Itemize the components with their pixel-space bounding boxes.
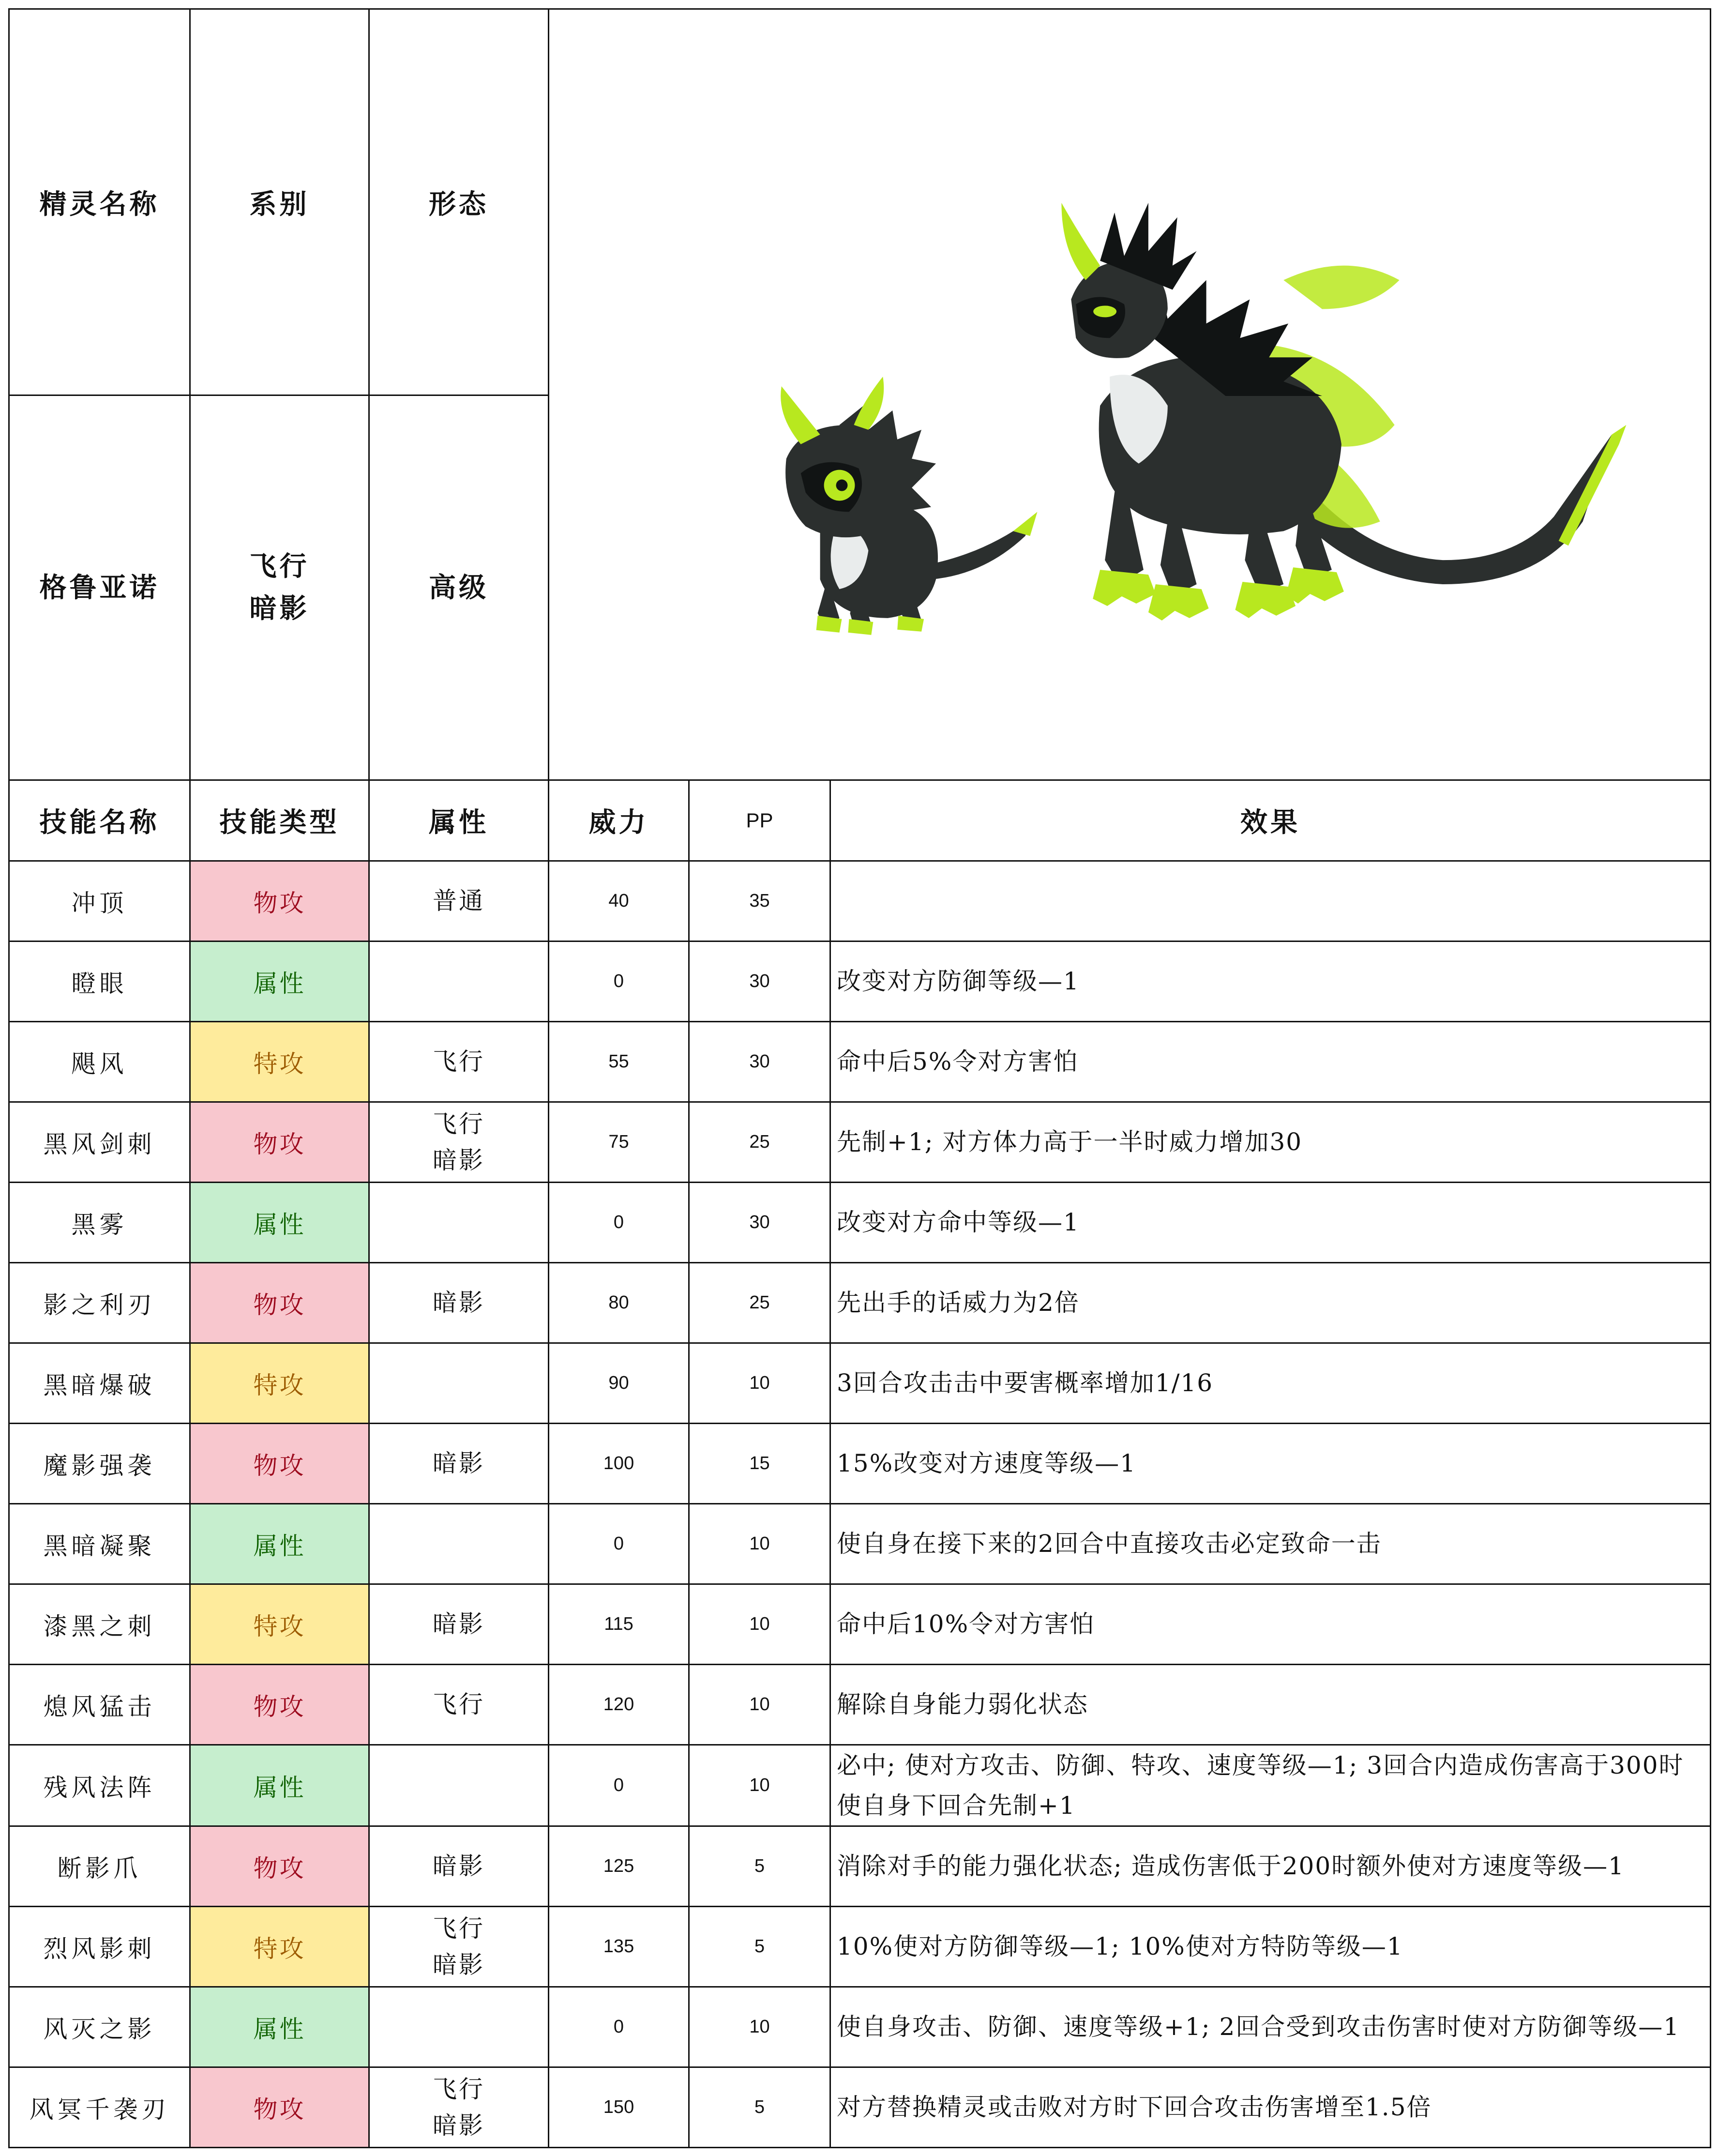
skill-power: 100 (549, 1424, 689, 1504)
skill-type-badge: 特攻 (190, 1907, 369, 1987)
skill-row (9, 1102, 1711, 1183)
skill-effect: 先制+1; 对方体力高于一半时威力增加30 (830, 1102, 1711, 1183)
attribute-line: 普通 (433, 887, 485, 915)
skill-pp: 30 (689, 941, 830, 1022)
attribute-line: 飞行 (433, 2075, 485, 2103)
skill-pp: 10 (689, 1343, 830, 1424)
header-name: 精灵名称 (9, 9, 190, 395)
big-creature-figure (1061, 203, 1626, 621)
skill-power: 135 (549, 1907, 689, 1987)
skill-effect: 先出手的话威力为2倍 (830, 1263, 1711, 1343)
skill-row (9, 1343, 1711, 1424)
skill-row (9, 1745, 1711, 1826)
skill-name: 黑暗凝聚 (9, 1504, 190, 1584)
skill-row (9, 2067, 1711, 2148)
skill-name: 黑雾 (9, 1183, 190, 1263)
skill-attribute (369, 1022, 549, 1102)
skill-row (9, 1183, 1711, 1263)
skill-name: 风灭之影 (9, 1987, 190, 2067)
skill-pp: 30 (689, 1183, 830, 1263)
header-form: 形态 (369, 9, 549, 395)
skill-attribute (369, 1987, 549, 2067)
skill-name: 影之利刃 (9, 1263, 190, 1343)
skill-pp: 5 (689, 1826, 830, 1907)
skill-name: 断影爪 (9, 1826, 190, 1907)
attribute-line: 暗影 (433, 1950, 485, 1979)
skills-header-row (9, 780, 1711, 861)
skill-pp: 10 (689, 1584, 830, 1665)
skill-effect: 解除自身能力弱化状态 (830, 1665, 1711, 1745)
skill-attribute (369, 1263, 549, 1343)
attribute-line: 暗影 (433, 1449, 485, 1477)
skill-power: 0 (549, 1987, 689, 2067)
skill-row (9, 1987, 1711, 2067)
creature-name: 格鲁亚诺 (9, 395, 190, 780)
skill-attribute (369, 1826, 549, 1907)
skill-pp: 10 (689, 1745, 830, 1826)
creature-portrait (549, 9, 1711, 780)
element-line: 暗影 (249, 592, 310, 624)
header-skill-name: 技能名称 (9, 780, 190, 861)
skill-power: 55 (549, 1022, 689, 1102)
skill-row (9, 1826, 1711, 1907)
skill-type-badge: 特攻 (190, 1584, 369, 1665)
header-power: 威力 (549, 780, 689, 861)
skill-pp: 15 (689, 1424, 830, 1504)
skill-effect: 必中; 使对方攻击、防御、特攻、速度等级—1; 3回合内造成伤害高于300时使自身下回合先制+1 (830, 1745, 1711, 1826)
skill-effect: 10%使对方防御等级—1; 10%使对方特防等级—1 (830, 1907, 1711, 1987)
skill-name: 黑风剑刺 (9, 1102, 190, 1183)
attribute-line: 飞行 (433, 1914, 485, 1943)
skill-pp: 10 (689, 1665, 830, 1745)
skill-row (9, 1424, 1711, 1504)
skill-type-badge: 属性 (190, 1183, 369, 1263)
skill-power: 0 (549, 1183, 689, 1263)
skill-effect: 15%改变对方速度等级—1 (830, 1424, 1711, 1504)
skill-pp: 5 (689, 2067, 830, 2148)
skill-attribute (369, 861, 549, 941)
skill-power: 120 (549, 1665, 689, 1745)
skill-sheet (8, 8, 1711, 2148)
skill-power: 0 (549, 941, 689, 1022)
skill-pp: 10 (689, 1504, 830, 1584)
skill-name: 风冥千袭刃 (9, 2067, 190, 2148)
skill-name: 黑暗爆破 (9, 1343, 190, 1424)
skill-row (9, 1907, 1711, 1987)
header-attribute: 属性 (369, 780, 549, 861)
skill-type-badge: 物攻 (190, 2067, 369, 2148)
attribute-line: 暗影 (433, 1852, 485, 1880)
skill-name: 漆黑之刺 (9, 1584, 190, 1665)
skill-type-badge: 属性 (190, 1987, 369, 2067)
skill-effect: 使自身在接下来的2回合中直接攻击必定致命一击 (830, 1504, 1711, 1584)
skill-row (9, 941, 1711, 1022)
creature-element (190, 395, 369, 780)
skill-effect: 改变对方防御等级—1 (830, 941, 1711, 1022)
attribute-line: 暗影 (433, 2111, 485, 2140)
skill-effect: 命中后10%令对方害怕 (830, 1584, 1711, 1665)
skill-pp: 30 (689, 1022, 830, 1102)
header-effect: 效果 (830, 780, 1711, 861)
skill-row (9, 861, 1711, 941)
skill-attribute (369, 1343, 549, 1424)
header-element: 系别 (190, 9, 369, 395)
skill-power: 115 (549, 1584, 689, 1665)
skill-type-badge: 物攻 (190, 1102, 369, 1183)
skill-attribute (369, 2067, 549, 2148)
skill-effect: 3回合攻击击中要害概率增加1/16 (830, 1343, 1711, 1424)
skill-effect: 对方替换精灵或击败对方时下回合攻击伤害增至1.5倍 (830, 2067, 1711, 2148)
skill-pp: 5 (689, 1907, 830, 1987)
skill-name: 烈风影刺 (9, 1907, 190, 1987)
skill-type-badge: 属性 (190, 1504, 369, 1584)
skill-power: 150 (549, 2067, 689, 2148)
skill-name: 熄风猛击 (9, 1665, 190, 1745)
skill-name: 冲顶 (9, 861, 190, 941)
skill-attribute (369, 1745, 549, 1826)
skill-type-badge: 属性 (190, 941, 369, 1022)
skill-type-badge: 物攻 (190, 1263, 369, 1343)
skill-power: 0 (549, 1504, 689, 1584)
skill-attribute (369, 941, 549, 1022)
skill-power: 80 (549, 1263, 689, 1343)
skill-type-badge: 物攻 (190, 1826, 369, 1907)
skill-pp: 25 (689, 1102, 830, 1183)
skill-row (9, 1584, 1711, 1665)
skill-effect: 使自身攻击、防御、速度等级+1; 2回合受到攻击伤害时使对方防御等级—1 (830, 1987, 1711, 2067)
small-creature-figure (781, 377, 1037, 635)
header-pp: PP (689, 780, 830, 861)
skill-effect: 消除对手的能力强化状态; 造成伤害低于200时额外使对方速度等级—1 (830, 1826, 1711, 1907)
info-header-row (9, 9, 1711, 395)
creature-portrait-art (549, 10, 1710, 779)
skill-attribute (369, 1584, 549, 1665)
skill-power: 40 (549, 861, 689, 941)
skill-row (9, 1504, 1711, 1584)
skill-power: 125 (549, 1826, 689, 1907)
skill-attribute (369, 1102, 549, 1183)
element-line: 飞行 (249, 550, 310, 583)
skill-power: 75 (549, 1102, 689, 1183)
skill-power: 0 (549, 1745, 689, 1826)
skill-row (9, 1665, 1711, 1745)
skill-name: 残风法阵 (9, 1745, 190, 1826)
attribute-line: 飞行 (433, 1109, 485, 1138)
skill-attribute (369, 1183, 549, 1263)
skill-pp: 25 (689, 1263, 830, 1343)
attribute-line: 飞行 (433, 1048, 485, 1076)
skill-pp: 35 (689, 861, 830, 941)
skill-attribute (369, 1504, 549, 1584)
skill-type-badge: 特攻 (190, 1022, 369, 1102)
creature-form: 高级 (369, 395, 549, 780)
skill-effect: 命中后5%令对方害怕 (830, 1022, 1711, 1102)
skill-effect: 改变对方命中等级—1 (830, 1183, 1711, 1263)
attribute-line: 飞行 (433, 1690, 485, 1718)
skill-row (9, 1022, 1711, 1102)
skill-attribute (369, 1424, 549, 1504)
skill-attribute (369, 1907, 549, 1987)
attribute-line: 暗影 (433, 1289, 485, 1317)
skill-type-badge: 物攻 (190, 1424, 369, 1504)
skill-type-badge: 物攻 (190, 861, 369, 941)
skill-name: 飓风 (9, 1022, 190, 1102)
skill-effect (830, 861, 1711, 941)
skill-attribute (369, 1665, 549, 1745)
skill-type-badge: 物攻 (190, 1665, 369, 1745)
skill-name: 魔影强袭 (9, 1424, 190, 1504)
skill-type-badge: 属性 (190, 1745, 369, 1826)
attribute-line: 暗影 (433, 1146, 485, 1174)
skill-pp: 10 (689, 1987, 830, 2067)
attribute-line: 暗影 (433, 1610, 485, 1638)
header-skill-type: 技能类型 (190, 780, 369, 861)
skill-name: 瞪眼 (9, 941, 190, 1022)
skill-type-badge: 特攻 (190, 1343, 369, 1424)
skill-row (9, 1263, 1711, 1343)
skill-power: 90 (549, 1343, 689, 1424)
